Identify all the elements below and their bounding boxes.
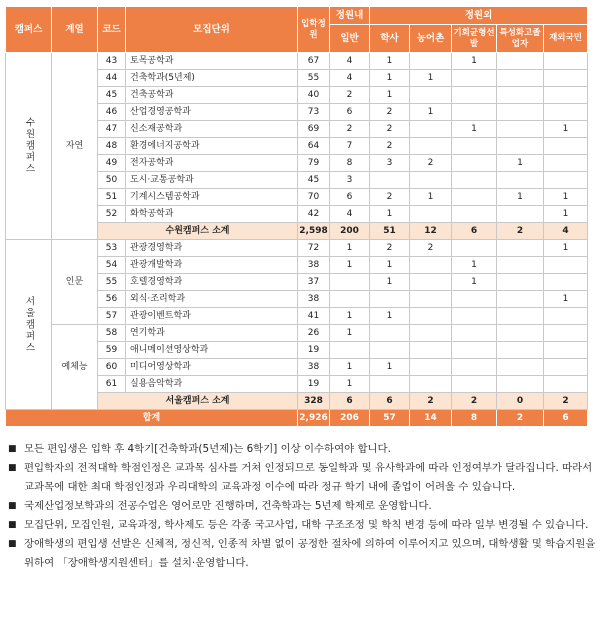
header-field: 계열 [52, 7, 98, 53]
overseas-cell [544, 325, 588, 342]
equal-cell: 1 [452, 257, 497, 274]
equal-cell [452, 359, 497, 376]
note-text: 모집단위, 모집인원, 교육과정, 학사제도 등은 각종 국고사업, 대학 구조조정 및 학칙 변경 등에 따라 일부 변경될 수 있습니다. [24, 519, 589, 531]
overseas-cell: 1 [544, 240, 588, 257]
total-general: 206 [330, 410, 370, 427]
equal-cell [452, 138, 497, 155]
quota-cell: 73 [298, 104, 330, 121]
code-cell: 43 [98, 53, 126, 70]
rural-cell [410, 308, 452, 325]
equal-cell: 1 [452, 121, 497, 138]
header-code: 코드 [98, 7, 126, 53]
code-cell: 59 [98, 342, 126, 359]
rural-cell [410, 342, 452, 359]
unit-cell: 기계시스템공학과 [126, 189, 298, 206]
note-text: 편입학자의 전적대학 학점인정은 교과목 심사를 거쳐 인정되므로 동일학과 및 유사학과에 따라 인정여부가 달라집니다. 따라서 교과목에 대한 최대 학점인정과 우리대학의 교육과정 이수에 따라 정규 학기 내에 졸업이 어려울 수 있습니다. [24, 462, 593, 493]
table-row [6, 325, 588, 342]
total-row [6, 410, 588, 427]
academic-cell: 1 [370, 274, 410, 291]
total-label: 합계 [6, 410, 298, 427]
rural-cell [410, 206, 452, 223]
equal-cell [452, 325, 497, 342]
equal-cell [452, 104, 497, 121]
unit-cell: 미디어영상학과 [126, 359, 298, 376]
specialized-cell [497, 291, 544, 308]
header-campus: 캠퍼스 [6, 7, 52, 53]
overseas-cell [544, 308, 588, 325]
quota-cell: 67 [298, 53, 330, 70]
square-bullet-icon: ■ [8, 501, 17, 511]
unit-cell: 토목공학과 [126, 53, 298, 70]
general-cell: 3 [330, 172, 370, 189]
quota-cell: 72 [298, 240, 330, 257]
total-quota: 2,926 [298, 410, 330, 427]
quota-cell: 69 [298, 121, 330, 138]
overseas-cell [544, 342, 588, 359]
code-cell: 52 [98, 206, 126, 223]
rural-cell [410, 138, 452, 155]
specialized-cell [497, 206, 544, 223]
header-equal: 기회균형선발 [452, 25, 497, 53]
subtotal-specialized: 2 [497, 223, 544, 240]
total-equal: 8 [452, 410, 497, 427]
equal-cell [452, 291, 497, 308]
note-item [8, 497, 600, 516]
academic-cell [370, 325, 410, 342]
unit-cell: 관광이벤트학과 [126, 308, 298, 325]
code-cell: 50 [98, 172, 126, 189]
rural-cell: 1 [410, 189, 452, 206]
code-cell: 61 [98, 376, 126, 393]
unit-cell: 연기학과 [126, 325, 298, 342]
quota-cell: 42 [298, 206, 330, 223]
unit-cell: 외식·조리학과 [126, 291, 298, 308]
rural-cell [410, 172, 452, 189]
quota-cell: 26 [298, 325, 330, 342]
specialized-cell [497, 53, 544, 70]
specialized-cell [497, 172, 544, 189]
header-within: 정원내 [330, 7, 370, 25]
general-cell: 1 [330, 240, 370, 257]
unit-cell: 환경에너지공학과 [126, 138, 298, 155]
unit-cell: 도시·교통공학과 [126, 172, 298, 189]
academic-cell: 1 [370, 308, 410, 325]
subtotal-overseas: 2 [544, 393, 588, 410]
overseas-cell [544, 257, 588, 274]
quota-cell: 38 [298, 359, 330, 376]
subtotal-quota: 328 [298, 393, 330, 410]
subtotal-label: 서울캠퍼스 소계 [98, 393, 298, 410]
quota-cell: 38 [298, 291, 330, 308]
unit-cell: 신소재공학과 [126, 121, 298, 138]
code-cell: 53 [98, 240, 126, 257]
unit-cell: 건축학과(5년제) [126, 70, 298, 87]
general-cell: 1 [330, 325, 370, 342]
rural-cell [410, 376, 452, 393]
general-cell: 2 [330, 87, 370, 104]
unit-cell: 관광개발학과 [126, 257, 298, 274]
overseas-cell [544, 138, 588, 155]
code-cell: 56 [98, 291, 126, 308]
header-academic: 학사 [370, 25, 410, 53]
rural-cell [410, 257, 452, 274]
general-cell: 6 [330, 104, 370, 121]
field-cell: 인문 [52, 240, 98, 325]
header-rural: 농어촌 [410, 25, 452, 53]
subtotal-general: 200 [330, 223, 370, 240]
general-cell: 1 [330, 308, 370, 325]
unit-cell: 화학공학과 [126, 206, 298, 223]
note-text: 모든 편입생은 입학 후 4학기[건축학과(5년제)는 6학기] 이상 이수하여야 합니다. [24, 443, 391, 455]
subtotal-equal: 6 [452, 223, 497, 240]
specialized-cell [497, 376, 544, 393]
note-text: 장애학생의 편입생 선발은 신체적, 정신적, 인종적 차별 없이 공정한 절차에 의하여 이루어지고 있으며, 대학생활 및 학습지원을 위하여 「장애학생지원센터」를 설치·운영합니다. [24, 538, 596, 569]
general-cell: 8 [330, 155, 370, 172]
general-cell: 4 [330, 53, 370, 70]
specialized-cell [497, 342, 544, 359]
general-cell [330, 291, 370, 308]
equal-cell [452, 70, 497, 87]
table-row [6, 240, 588, 257]
square-bullet-icon: ■ [8, 444, 17, 454]
square-bullet-icon: ■ [8, 463, 17, 473]
equal-cell [452, 342, 497, 359]
equal-cell: 1 [452, 53, 497, 70]
header-quota: 입학정원 [298, 7, 330, 53]
rural-cell [410, 53, 452, 70]
general-cell [330, 342, 370, 359]
general-cell: 7 [330, 138, 370, 155]
code-cell: 48 [98, 138, 126, 155]
specialized-cell [497, 308, 544, 325]
rural-cell [410, 87, 452, 104]
academic-cell: 1 [370, 87, 410, 104]
rural-cell [410, 291, 452, 308]
rural-cell: 1 [410, 104, 452, 121]
subtotal-equal: 2 [452, 393, 497, 410]
rural-cell [410, 359, 452, 376]
academic-cell: 3 [370, 155, 410, 172]
rural-cell: 2 [410, 240, 452, 257]
overseas-cell [544, 104, 588, 121]
note-item [8, 535, 600, 573]
admission-table [5, 6, 588, 427]
academic-cell: 1 [370, 257, 410, 274]
unit-cell: 애니메이션영상학과 [126, 342, 298, 359]
equal-cell [452, 240, 497, 257]
rural-cell: 2 [410, 155, 452, 172]
overseas-cell [544, 359, 588, 376]
general-cell [330, 274, 370, 291]
campus-cell: 수원캠퍼스 [6, 53, 52, 240]
quota-cell: 41 [298, 308, 330, 325]
equal-cell [452, 376, 497, 393]
code-cell: 57 [98, 308, 126, 325]
specialized-cell [497, 87, 544, 104]
academic-cell [370, 291, 410, 308]
specialized-cell [497, 121, 544, 138]
header-unit: 모집단위 [126, 7, 298, 53]
specialized-cell [497, 104, 544, 121]
subtotal-label: 수원캠퍼스 소계 [98, 223, 298, 240]
general-cell: 6 [330, 189, 370, 206]
note-item [8, 440, 600, 459]
academic-cell [370, 376, 410, 393]
academic-cell [370, 342, 410, 359]
quota-cell: 37 [298, 274, 330, 291]
header-specialized: 특성화고졸업자 [497, 25, 544, 53]
general-cell: 1 [330, 257, 370, 274]
academic-cell: 1 [370, 70, 410, 87]
equal-cell [452, 206, 497, 223]
quota-cell: 19 [298, 376, 330, 393]
total-rural: 14 [410, 410, 452, 427]
square-bullet-icon: ■ [8, 539, 17, 549]
table-body [6, 53, 588, 427]
code-cell: 47 [98, 121, 126, 138]
academic-cell: 1 [370, 53, 410, 70]
square-bullet-icon: ■ [8, 520, 17, 530]
subtotal-overseas: 4 [544, 223, 588, 240]
specialized-cell: 1 [497, 189, 544, 206]
academic-cell: 2 [370, 138, 410, 155]
overseas-cell [544, 274, 588, 291]
code-cell: 54 [98, 257, 126, 274]
total-overseas: 6 [544, 410, 588, 427]
code-cell: 58 [98, 325, 126, 342]
academic-cell: 2 [370, 121, 410, 138]
header-overseas: 재외국민 [544, 25, 588, 53]
field-cell: 예체능 [52, 325, 98, 410]
unit-cell: 실용음악학과 [126, 376, 298, 393]
general-cell: 4 [330, 70, 370, 87]
total-academic: 57 [370, 410, 410, 427]
subtotal-academic: 6 [370, 393, 410, 410]
rural-cell: 1 [410, 70, 452, 87]
unit-cell: 산업경영공학과 [126, 104, 298, 121]
header-row-1 [6, 7, 588, 25]
subtotal-quota: 2,598 [298, 223, 330, 240]
quota-cell: 45 [298, 172, 330, 189]
header-general: 일반 [330, 25, 370, 53]
overseas-cell [544, 155, 588, 172]
code-cell: 51 [98, 189, 126, 206]
general-cell: 1 [330, 376, 370, 393]
rural-cell [410, 325, 452, 342]
campus-cell: 서울캠퍼스 [6, 240, 52, 410]
subtotal-rural: 12 [410, 223, 452, 240]
note-item [8, 459, 600, 497]
overseas-cell: 1 [544, 206, 588, 223]
unit-cell: 관광경영학과 [126, 240, 298, 257]
academic-cell: 2 [370, 240, 410, 257]
overseas-cell [544, 87, 588, 104]
overseas-cell [544, 53, 588, 70]
overseas-cell [544, 376, 588, 393]
code-cell: 49 [98, 155, 126, 172]
rural-cell [410, 121, 452, 138]
field-cell: 자연 [52, 53, 98, 240]
quota-cell: 19 [298, 342, 330, 359]
academic-cell: 1 [370, 359, 410, 376]
unit-cell: 호텔경영학과 [126, 274, 298, 291]
academic-cell: 1 [370, 206, 410, 223]
equal-cell [452, 308, 497, 325]
overseas-cell: 1 [544, 121, 588, 138]
code-cell: 44 [98, 70, 126, 87]
overseas-cell [544, 172, 588, 189]
quota-cell: 40 [298, 87, 330, 104]
general-cell: 4 [330, 206, 370, 223]
note-item [8, 516, 600, 535]
subtotal-academic: 51 [370, 223, 410, 240]
quota-cell: 38 [298, 257, 330, 274]
subtotal-rural: 2 [410, 393, 452, 410]
overseas-cell: 1 [544, 189, 588, 206]
academic-cell: 2 [370, 189, 410, 206]
unit-cell: 건축공학과 [126, 87, 298, 104]
note-text: 국제산업정보학과의 전공수업은 영어로만 진행하며, 건축학과는 5년제 학제로 운영합니다. [24, 500, 432, 512]
overseas-cell [544, 70, 588, 87]
specialized-cell: 1 [497, 155, 544, 172]
specialized-cell [497, 240, 544, 257]
equal-cell [452, 189, 497, 206]
total-specialized: 2 [497, 410, 544, 427]
notes-list [8, 440, 600, 573]
quota-cell: 55 [298, 70, 330, 87]
header-outside: 정원외 [370, 7, 588, 25]
equal-cell [452, 172, 497, 189]
rural-cell [410, 274, 452, 291]
equal-cell: 1 [452, 274, 497, 291]
subtotal-specialized: 0 [497, 393, 544, 410]
specialized-cell [497, 70, 544, 87]
specialized-cell [497, 359, 544, 376]
equal-cell [452, 155, 497, 172]
code-cell: 45 [98, 87, 126, 104]
code-cell: 55 [98, 274, 126, 291]
unit-cell: 전자공학과 [126, 155, 298, 172]
equal-cell [452, 87, 497, 104]
quota-cell: 64 [298, 138, 330, 155]
overseas-cell: 1 [544, 291, 588, 308]
code-cell: 60 [98, 359, 126, 376]
specialized-cell [497, 257, 544, 274]
specialized-cell [497, 138, 544, 155]
academic-cell: 2 [370, 104, 410, 121]
specialized-cell [497, 274, 544, 291]
code-cell: 46 [98, 104, 126, 121]
quota-cell: 79 [298, 155, 330, 172]
general-cell: 2 [330, 121, 370, 138]
quota-cell: 70 [298, 189, 330, 206]
general-cell: 1 [330, 359, 370, 376]
subtotal-general: 6 [330, 393, 370, 410]
specialized-cell [497, 325, 544, 342]
academic-cell [370, 172, 410, 189]
table-row [6, 53, 588, 70]
